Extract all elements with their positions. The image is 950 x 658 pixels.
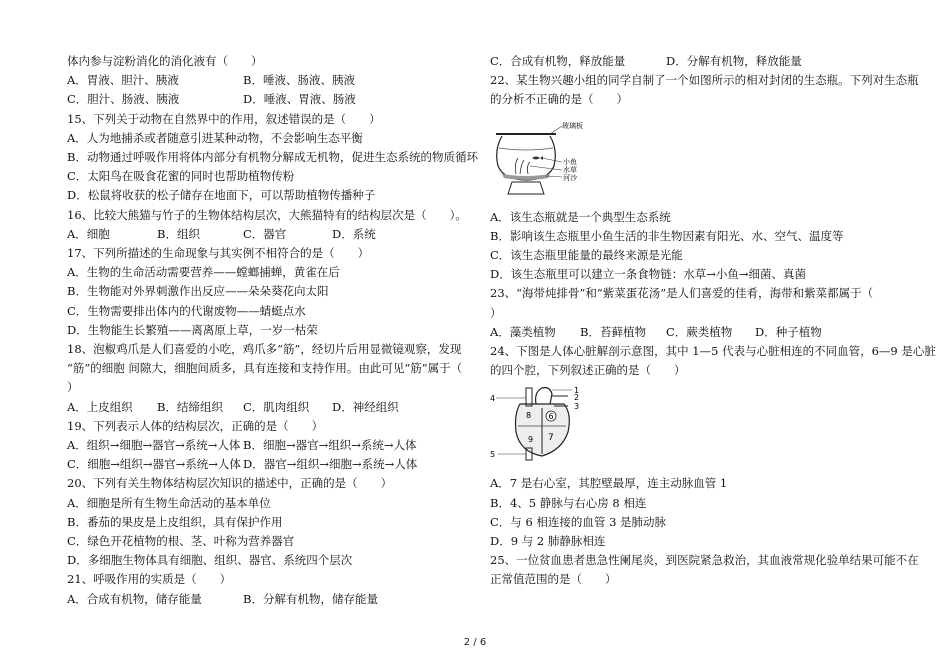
q18-option-d: D．神经组织 [332,399,399,414]
q21-stem: 21、呼吸作用的实质是（ ） [67,572,232,587]
q19-stem: 19、下列表示人体的结构层次，正确的是（ ） [67,418,324,433]
heart-figure [490,384,890,468]
q25-stem-line1: 25、一位贫血患者患急性阑尾炎，到医院紧急救治，其血液常规化验单结果可能不在 [490,553,919,568]
q24-option-b: B．4、5 静脉与右心房 8 相连 [490,495,647,510]
label-2: 2 [574,393,580,403]
label-4: 4 [490,394,496,404]
q15-option-d: D．松鼠将收获的松子储存在地面下，可以帮助植物传播种子 [67,188,376,203]
label-glass: 玻璃板 [562,121,583,130]
label-3: 3 [574,402,580,412]
q23-options [490,323,890,342]
aortic-arch [536,388,552,404]
ecobottle-diagram [490,114,590,198]
q22-option-d: D．该生态瓶里可以建立一条食物链：水草→小鱼→细菌、真菌 [490,267,806,282]
superior-vena-cava [526,388,532,406]
q15-option-b: B．动物通过呼吸作用将体内部分有机物分解成无机物，促进生态系统的物质循环 [67,149,478,164]
label-9: 9 [528,435,534,445]
q14-stem-tail: 体内参与淀粉消化的消化液有（ ） [67,54,263,68]
q21-option-d: D．分解有机物，释放能量 [666,54,802,68]
q24-option-d: D．9 与 2 肺静脉相连 [490,534,606,549]
ecobottle-figure [490,114,890,202]
sand-layer [502,174,550,180]
q21-option-c: C．合成有机物，释放能量 [490,54,626,68]
q18-stem-line1: 18、泡椒鸡爪是人们喜爱的小吃，鸡爪多“筋”，经切片后用显微镜观察，发现 [67,342,462,356]
pointer-grass [530,166,562,170]
q16-option-c: C．器官 [243,226,287,241]
q23-option-d: D．种子植物 [755,324,822,339]
jar-stand [508,182,544,194]
q17-option-b: B．生物能对外界刺激作出反应——朵朵葵花向太阳 [67,284,329,299]
q22-option-a: A．该生态瓶就是一个典型生态系统 [490,209,671,224]
q17-option-d: D．生物能生长繁殖——离离原上草，一岁一枯荣 [67,322,318,337]
q14-option-d: D．唾液、胃液、肠液 [243,92,356,107]
q23-stem-line2: ） [490,305,502,320]
label-1: 1 [574,386,580,396]
q19-option-a: A．组织→细胞→器官→系统→人体 [67,438,241,452]
q16-options [67,225,462,244]
q17-stem: 17、下列所描述的生命现象与其实例不相符合的是（ ） [67,245,370,260]
q20-option-b: B．番茄的果皮是上皮组织，具有保护作用 [67,514,283,529]
q21-options-row1 [67,590,462,609]
waterweed [515,158,530,174]
q19-option-d: D．器官→组织→细胞→系统→人体 [243,457,418,472]
q23-stem-line1: 23、“海带炖排骨”和“紫菜蛋花汤”是人们喜爱的佳肴，海带和紫菜都属于（ [490,286,874,301]
q20-option-c: C．绿色开花植物的根、茎、叶称为营养器官 [67,533,295,548]
q15-option-c: C．太阳鸟在吸食花蜜的同时也帮助植物传粉 [67,169,295,184]
q14-options-row2 [67,90,462,109]
q14-options-row1 [67,71,462,90]
label-grass: 水草 [563,165,577,174]
q24-option-a: A．7 是右心室，其腔壁最厚，连主动脉血管 1 [490,476,728,491]
q24-stem-line1: 24、下图是人体心脏解剖示意图，其中 1—5 代表与心脏相连的不同血管，6—9 是心脏 [490,344,936,358]
q19-option-c: C．细胞→组织→器官→系统→人体 [67,457,241,472]
q21-options-row2 [490,52,890,71]
label-7: 7 [548,433,554,444]
q14-option-c: C．胆汁、肠液、胰液 [67,92,180,107]
q18-option-a: A．上皮组织 [67,399,133,414]
q24-stem-line2: 的四个腔，下列叙述正确的是（ ） [490,363,686,378]
q16-option-b: B．组织 [157,226,200,241]
label-6: 6 [548,412,554,422]
q22-option-c: C．该生态瓶里能量的最终来源是光能 [490,248,683,262]
q18-stem-line3: ） [67,380,79,395]
q22-option-b: B．影响该生态瓶里小鱼生活的非生物因素有阳光、水、空气、温度等 [490,228,844,243]
q25-stem-line2: 正常值范围的是（ ） [490,572,617,587]
q16-option-d: D．系统 [332,226,376,241]
q22-stem-line2: 的分析不正确的是（ ） [490,92,628,107]
q18-option-c: C．肌肉组织 [243,399,310,414]
q15-option-a: A．人为地捕杀或者随意引进某种动物，不会影响生态平衡 [67,130,363,145]
q20-option-a: A．细胞是所有生物生命活动的基本单位 [67,495,271,510]
q20-option-d: D．多细胞生物体具有细胞、组织、器官、系统四个层次 [67,553,353,568]
q16-stem: 16、比较大熊猫与竹子的生物体结构层次，大熊猫特有的结构层次是（ ）。 [67,207,467,222]
q18-stem-line2: “筋”的细胞 间隙大，细胞间质多，具有连接和支持作用。由此可见“筋”属于（ [67,361,463,376]
q23-option-a: A．藻类植物 [490,324,556,339]
pointer-glass [550,126,562,134]
q14-option-a: A．胃液、胆汁、胰液 [67,73,179,88]
jar-outline [497,136,556,180]
pointer-fish [542,158,562,162]
q16-option-a: A．细胞 [67,226,110,241]
q22-stem-line1: 22、某生物兴趣小组的同学自制了一个如图所示的相对封闭的生态瓶。下列对生态瓶 [490,73,919,88]
left-column [67,52,478,609]
q18-options [67,398,462,417]
label-8: 8 [526,411,532,421]
q17-option-a: A．生物的生命活动需要营养——螳螂捕蝉，黄雀在后 [67,265,340,280]
heart-diagram [490,384,590,464]
q17-option-c: C．生物需要排出体内的代谢废物——蜻蜓点水 [67,303,306,318]
q23-option-c: C．蕨类植物 [666,324,733,339]
q15-stem: 15、下列关于动物在自然界中的作用，叙述错误的是（ ） [67,111,381,126]
q18-option-b: B．结缔组织 [157,399,223,414]
q23-option-b: B．苔藓植物 [580,324,646,339]
q20-stem: 20、下列有关生物体结构层次知识的描述中，正确的是（ ） [67,476,393,491]
small-fish [532,156,543,160]
q19-options-row2 [67,455,462,474]
label-5: 5 [490,450,496,460]
water-line [499,148,553,150]
q14-option-b: B．唾液、肠液、胰液 [243,73,355,88]
q24-option-c: C．与 6 相连接的血管 3 是肺动脉 [490,514,667,529]
q21-option-a: A．合成有机物，储存能量 [67,591,202,606]
right-column [490,52,936,590]
label-fish: 小鱼 [563,157,577,166]
page-number: 2 / 6 [463,637,487,648]
label-sand: 河沙 [563,173,577,182]
q21-option-b: B．分解有机物，储存能量 [243,591,378,606]
q19-option-b: B．细胞→器官→组织→系统→人体 [243,438,417,452]
q19-options-row1 [67,436,462,455]
